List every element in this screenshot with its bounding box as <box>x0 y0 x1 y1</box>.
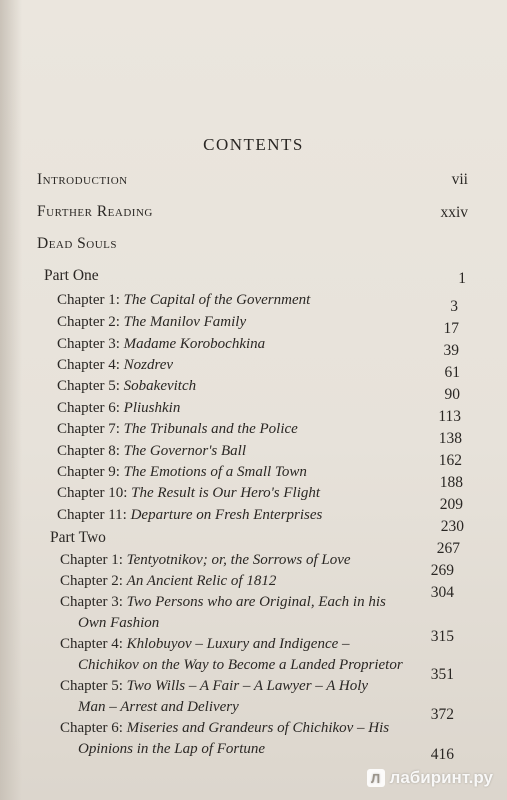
chapter-title: The Tribunals and the Police <box>123 421 298 437</box>
toc-chapter-part-two <box>60 552 351 569</box>
chapter-title-continued <box>78 657 403 674</box>
chapter-number: Chapter 6: <box>60 720 123 736</box>
chapter-title: The Capital of the Government <box>123 292 311 308</box>
chapter-title: The Governor's Ball <box>123 443 247 459</box>
toc-page-number: 304 <box>430 584 454 601</box>
toc-page-number: 188 <box>439 474 463 491</box>
toc-chapter-part-one <box>57 421 298 438</box>
chapter-title-line2: Man – Arrest and Delivery <box>78 699 239 715</box>
chapter-number: Chapter 6: <box>57 400 120 416</box>
toc-chapter-part-one <box>57 443 246 460</box>
chapter-title-line2: Chichikov on the Way to Become a Landed Proprietor <box>78 657 403 673</box>
chapter-title: Madame Korobochkina <box>123 336 266 352</box>
chapter-number: Chapter 2: <box>57 314 120 330</box>
toc-page-number: 351 <box>430 666 454 683</box>
toc-page-number: 17 <box>443 320 459 337</box>
toc-page-number: 372 <box>430 706 454 723</box>
toc-chapter-part-two <box>60 636 350 653</box>
toc-page-introduction: vii <box>451 171 468 188</box>
toc-page-part-two: 267 <box>436 540 460 557</box>
toc-entry-introduction: Introduction <box>37 171 128 188</box>
toc-part-one: Part One <box>44 267 99 284</box>
toc-page-number: 113 <box>438 408 461 425</box>
chapter-title: Miseries and Grandeurs of Chichikov – His <box>126 720 390 736</box>
toc-chapter-part-one <box>57 336 265 353</box>
watermark <box>367 768 493 788</box>
toc-page-number: 416 <box>430 746 454 763</box>
chapter-number: Chapter 9: <box>57 464 120 480</box>
toc-book-title: Dead Souls <box>37 235 118 252</box>
toc-page-number: 138 <box>438 430 462 447</box>
toc-page-number: 3 <box>450 298 458 315</box>
toc-entry-further-reading: Further Reading <box>37 203 153 220</box>
toc-page-number: 162 <box>438 452 462 469</box>
labirint-logo-icon: Л <box>367 769 385 787</box>
chapter-number: Chapter 1: <box>57 292 120 308</box>
chapter-number: Chapter 11: <box>57 507 127 523</box>
chapter-title: Two Persons who are Original, Each in his <box>126 594 386 610</box>
toc-chapter-part-two <box>60 573 276 590</box>
chapter-number: Chapter 7: <box>57 421 120 437</box>
chapter-title-line2: Opinions in the Lap of Fortune <box>78 741 266 757</box>
chapter-number: Chapter 2: <box>60 573 123 589</box>
toc-page-number: 209 <box>439 496 463 513</box>
toc-chapter-part-one <box>57 400 180 417</box>
toc-part-two: Part Two <box>50 529 106 546</box>
chapter-title: Two Wills – A Fair – A Lawyer – A Holy <box>126 678 369 694</box>
chapter-number: Chapter 5: <box>60 678 123 694</box>
toc-page-number: 39 <box>443 342 459 359</box>
toc-page-number: 269 <box>430 562 454 579</box>
toc-page-number: 230 <box>440 518 464 535</box>
chapter-title: Khlobuyov – Luxury and Indigence – <box>126 636 350 652</box>
watermark-text: лабиринт.ру <box>389 768 493 787</box>
chapter-title: The Manilov Family <box>123 314 247 330</box>
toc-chapter-part-two <box>60 678 368 695</box>
toc-chapter-part-two <box>60 594 386 611</box>
chapter-number: Chapter 1: <box>60 552 123 568</box>
toc-page-part-one: 1 <box>458 270 466 287</box>
chapter-number: Chapter 10: <box>57 485 128 501</box>
toc-chapter-part-one <box>57 507 322 524</box>
toc-chapter-part-one <box>57 464 307 481</box>
toc-chapter-part-one <box>57 378 196 395</box>
chapter-title-continued <box>78 699 239 716</box>
toc-page-number: 61 <box>444 364 460 381</box>
chapter-title: Departure on Fresh Enterprises <box>130 507 323 523</box>
toc-chapter-part-one <box>57 357 173 374</box>
chapter-title: Sobakevitch <box>123 378 197 394</box>
toc-chapter-part-one <box>57 314 246 331</box>
toc-chapter-part-one <box>57 292 310 309</box>
chapter-title: The Emotions of a Small Town <box>123 464 307 480</box>
chapter-title-line2: Own Fashion <box>78 615 160 631</box>
chapter-number: Chapter 4: <box>57 357 120 373</box>
toc-chapter-part-two <box>60 720 389 737</box>
chapter-title: The Result is Our Hero's Flight <box>131 485 321 501</box>
chapter-number: Chapter 8: <box>57 443 120 459</box>
chapter-title: Pliushkin <box>123 400 181 416</box>
chapter-title-continued <box>78 615 159 632</box>
spine-shadow <box>0 0 22 800</box>
toc-page-number: 315 <box>430 628 454 645</box>
toc-page-number: 90 <box>444 386 460 403</box>
chapter-title: An Ancient Relic of 1812 <box>126 573 277 589</box>
toc-chapter-part-one <box>57 485 320 502</box>
chapter-number: Chapter 3: <box>57 336 120 352</box>
chapter-number: Chapter 5: <box>57 378 120 394</box>
chapter-title: Tentyotnikov; or, the Sorrows of Love <box>126 552 351 568</box>
chapter-number: Chapter 4: <box>60 636 123 652</box>
toc-page-further-reading: xxiv <box>440 204 468 221</box>
contents-heading: CONTENTS <box>203 135 304 154</box>
chapter-title: Nozdrev <box>123 357 174 373</box>
chapter-title-continued <box>78 741 265 758</box>
chapter-number: Chapter 3: <box>60 594 123 610</box>
